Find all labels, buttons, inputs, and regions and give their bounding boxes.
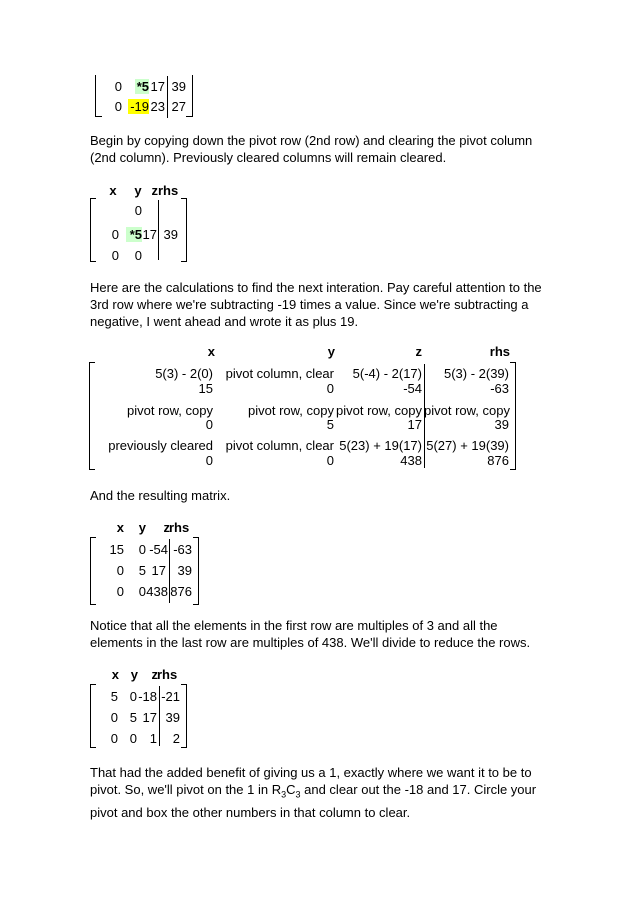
m3-r0-c3: -63 — [173, 542, 192, 557]
right-bracket — [181, 684, 187, 748]
m4-r0-c1: 0 — [129, 689, 137, 704]
calc-r2-x-formula: previously cleared — [108, 438, 213, 453]
column-subscript: 3 — [295, 789, 301, 800]
paragraph-calculations: Here are the calculations to find the next interation. Pay careful attention to the 3rd row where we're subtracting -19 times a value. Since we're subtracting a negative, I went ahead and wrote it as plus 19. — [90, 280, 542, 329]
m1-r0-c1: 0 — [134, 203, 142, 218]
m3-r2-c3: 876 — [170, 584, 192, 599]
m4-r2-c3: 2 — [172, 731, 180, 746]
m3-r1-c3: 39 — [177, 563, 192, 578]
header-x: x — [207, 344, 215, 359]
matrix-bottom-corner — [186, 116, 193, 117]
header-rhs: rhs — [489, 344, 510, 359]
m0-r0-c2: 17 — [150, 79, 165, 94]
m3-r1-c1: 5 — [138, 563, 146, 578]
calc-r1-z-formula: pivot row, copy — [336, 403, 422, 418]
m0-r1-c1: -19 — [128, 99, 149, 114]
header-rhs: rhs — [157, 667, 178, 682]
calc-r2-z-value: 438 — [400, 453, 422, 468]
header-x: x — [111, 667, 119, 682]
calc-r1-z-value: 17 — [407, 417, 422, 432]
calc-r0-y-value: 0 — [326, 381, 334, 396]
left-bracket — [89, 362, 95, 470]
pivot-element: *5 — [136, 79, 149, 94]
calc-r0-z-formula: 5(-4) - 2(17) — [352, 366, 422, 381]
calc-r1-x-formula: pivot row, copy — [127, 403, 213, 418]
header-z: z — [151, 183, 158, 198]
calc-r2-y-value: 0 — [326, 453, 334, 468]
header-rhs: rhs — [158, 183, 179, 198]
header-z: z — [163, 520, 170, 535]
matrix-left-bar — [95, 75, 96, 117]
calc-r0-rhs-formula: 5(3) - 2(39) — [443, 366, 509, 381]
paragraph-pivot-instructions — [90, 764, 550, 821]
right-bracket — [181, 198, 187, 262]
m4-r0-c2: -18 — [138, 689, 157, 704]
calc-r1-x-value: 0 — [205, 417, 213, 432]
pivot-element: *5 — [126, 227, 142, 242]
m4-r0-c3: -21 — [161, 689, 180, 704]
m4-r2-c0: 0 — [110, 731, 118, 746]
left-bracket — [90, 537, 96, 605]
calc-r1-y-formula: pivot row, copy — [248, 403, 334, 418]
m4-r2-c1: 0 — [129, 731, 137, 746]
m4-r0-c0: 5 — [110, 689, 118, 704]
calc-r0-y-formula: pivot column, clear — [225, 366, 334, 381]
pivot-instructions-before: That had the added benefit of giving us a 1, exactly where we want it to be to pivot. So, we'll pivot on the 1 in R — [90, 765, 532, 797]
header-rhs: rhs — [169, 520, 190, 535]
m3-r1-c0: 0 — [116, 563, 124, 578]
m0-r1-c3: 27 — [171, 99, 186, 114]
header-y: y — [138, 520, 146, 535]
header-z: z — [151, 667, 158, 682]
matrix-bottom-corner-left — [95, 116, 102, 117]
m3-r0-c1: 0 — [138, 542, 146, 557]
m0-r1-c0: 0 — [114, 99, 122, 114]
m4-r1-c0: 0 — [110, 710, 118, 725]
calc-r0-x-value: 15 — [198, 381, 213, 396]
m1-r2-c1: 0 — [134, 248, 142, 263]
left-bracket — [90, 198, 96, 262]
left-bracket — [90, 684, 96, 748]
header-x: x — [116, 520, 124, 535]
header-y: y — [327, 344, 335, 359]
column-letter: C — [286, 782, 296, 797]
pivot-instructions-after: and clear out the -18 and 17. Circle your pivot and box the other numbers in that column to clear. — [90, 782, 537, 820]
paragraph-copy-pivot-row: Begin by copying down the pivot row (2nd row) and clearing the pivot column (2nd column). Previously cleared columns will remain cleared. — [90, 133, 533, 165]
calc-r0-rhs-value: -63 — [490, 381, 509, 396]
m0-r0-c3: 39 — [171, 79, 186, 94]
calc-r1-y-value: 5 — [326, 417, 334, 432]
calc-r2-x-value: 0 — [205, 453, 213, 468]
calc-r1-rhs-value: 39 — [494, 417, 509, 432]
calc-r0-x-formula: 5(3) - 2(0) — [155, 366, 213, 381]
m3-r0-c0: 15 — [109, 542, 124, 557]
m4-r1-c1: 5 — [129, 710, 137, 725]
header-x: x — [109, 183, 117, 198]
right-bracket — [510, 362, 516, 470]
m3-r2-c1: 0 — [138, 584, 146, 599]
calc-r2-rhs-formula: 5(27) + 19(39) — [426, 438, 509, 453]
m3-r1-c2: 17 — [151, 563, 166, 578]
m4-r2-c2: 1 — [149, 731, 157, 746]
m0-r1-c2: 23 — [150, 99, 165, 114]
paragraph-multiples: Notice that all the elements in the first row are multiples of 3 and all the elements in the last row are multiples of 438. We'll divide to reduce the rows. — [90, 618, 531, 650]
m1-r1-c0: 0 — [111, 227, 119, 242]
row-subscript: 3 — [281, 789, 287, 800]
header-z: z — [415, 344, 422, 359]
right-bracket — [193, 537, 199, 605]
m4-r1-c2: 17 — [142, 710, 157, 725]
m1-r1-c3: 39 — [163, 227, 178, 242]
calc-r2-z-formula: 5(23) + 19(17) — [339, 438, 422, 453]
m3-r2-c2: 438 — [146, 584, 168, 599]
m0-r0-c0: 0 — [114, 79, 122, 94]
header-y: y — [134, 183, 142, 198]
m3-r0-c2: -54 — [149, 542, 168, 557]
rhs-divider — [158, 200, 159, 260]
matrix-right-bar — [192, 75, 193, 117]
header-y: y — [130, 667, 138, 682]
m1-r1-c2: 17 — [142, 227, 157, 242]
calc-r2-y-formula: pivot column, clear — [225, 438, 334, 453]
m1-r2-c0: 0 — [111, 248, 119, 263]
paragraph-resulting-matrix: And the resulting matrix. — [90, 488, 231, 503]
m3-r2-c0: 0 — [116, 584, 124, 599]
calc-r2-rhs-value: 876 — [487, 453, 509, 468]
calc-r1-rhs-formula: pivot row, copy — [424, 403, 510, 418]
calc-r0-z-value: -54 — [403, 381, 422, 396]
m4-r1-c3: 39 — [165, 710, 180, 725]
